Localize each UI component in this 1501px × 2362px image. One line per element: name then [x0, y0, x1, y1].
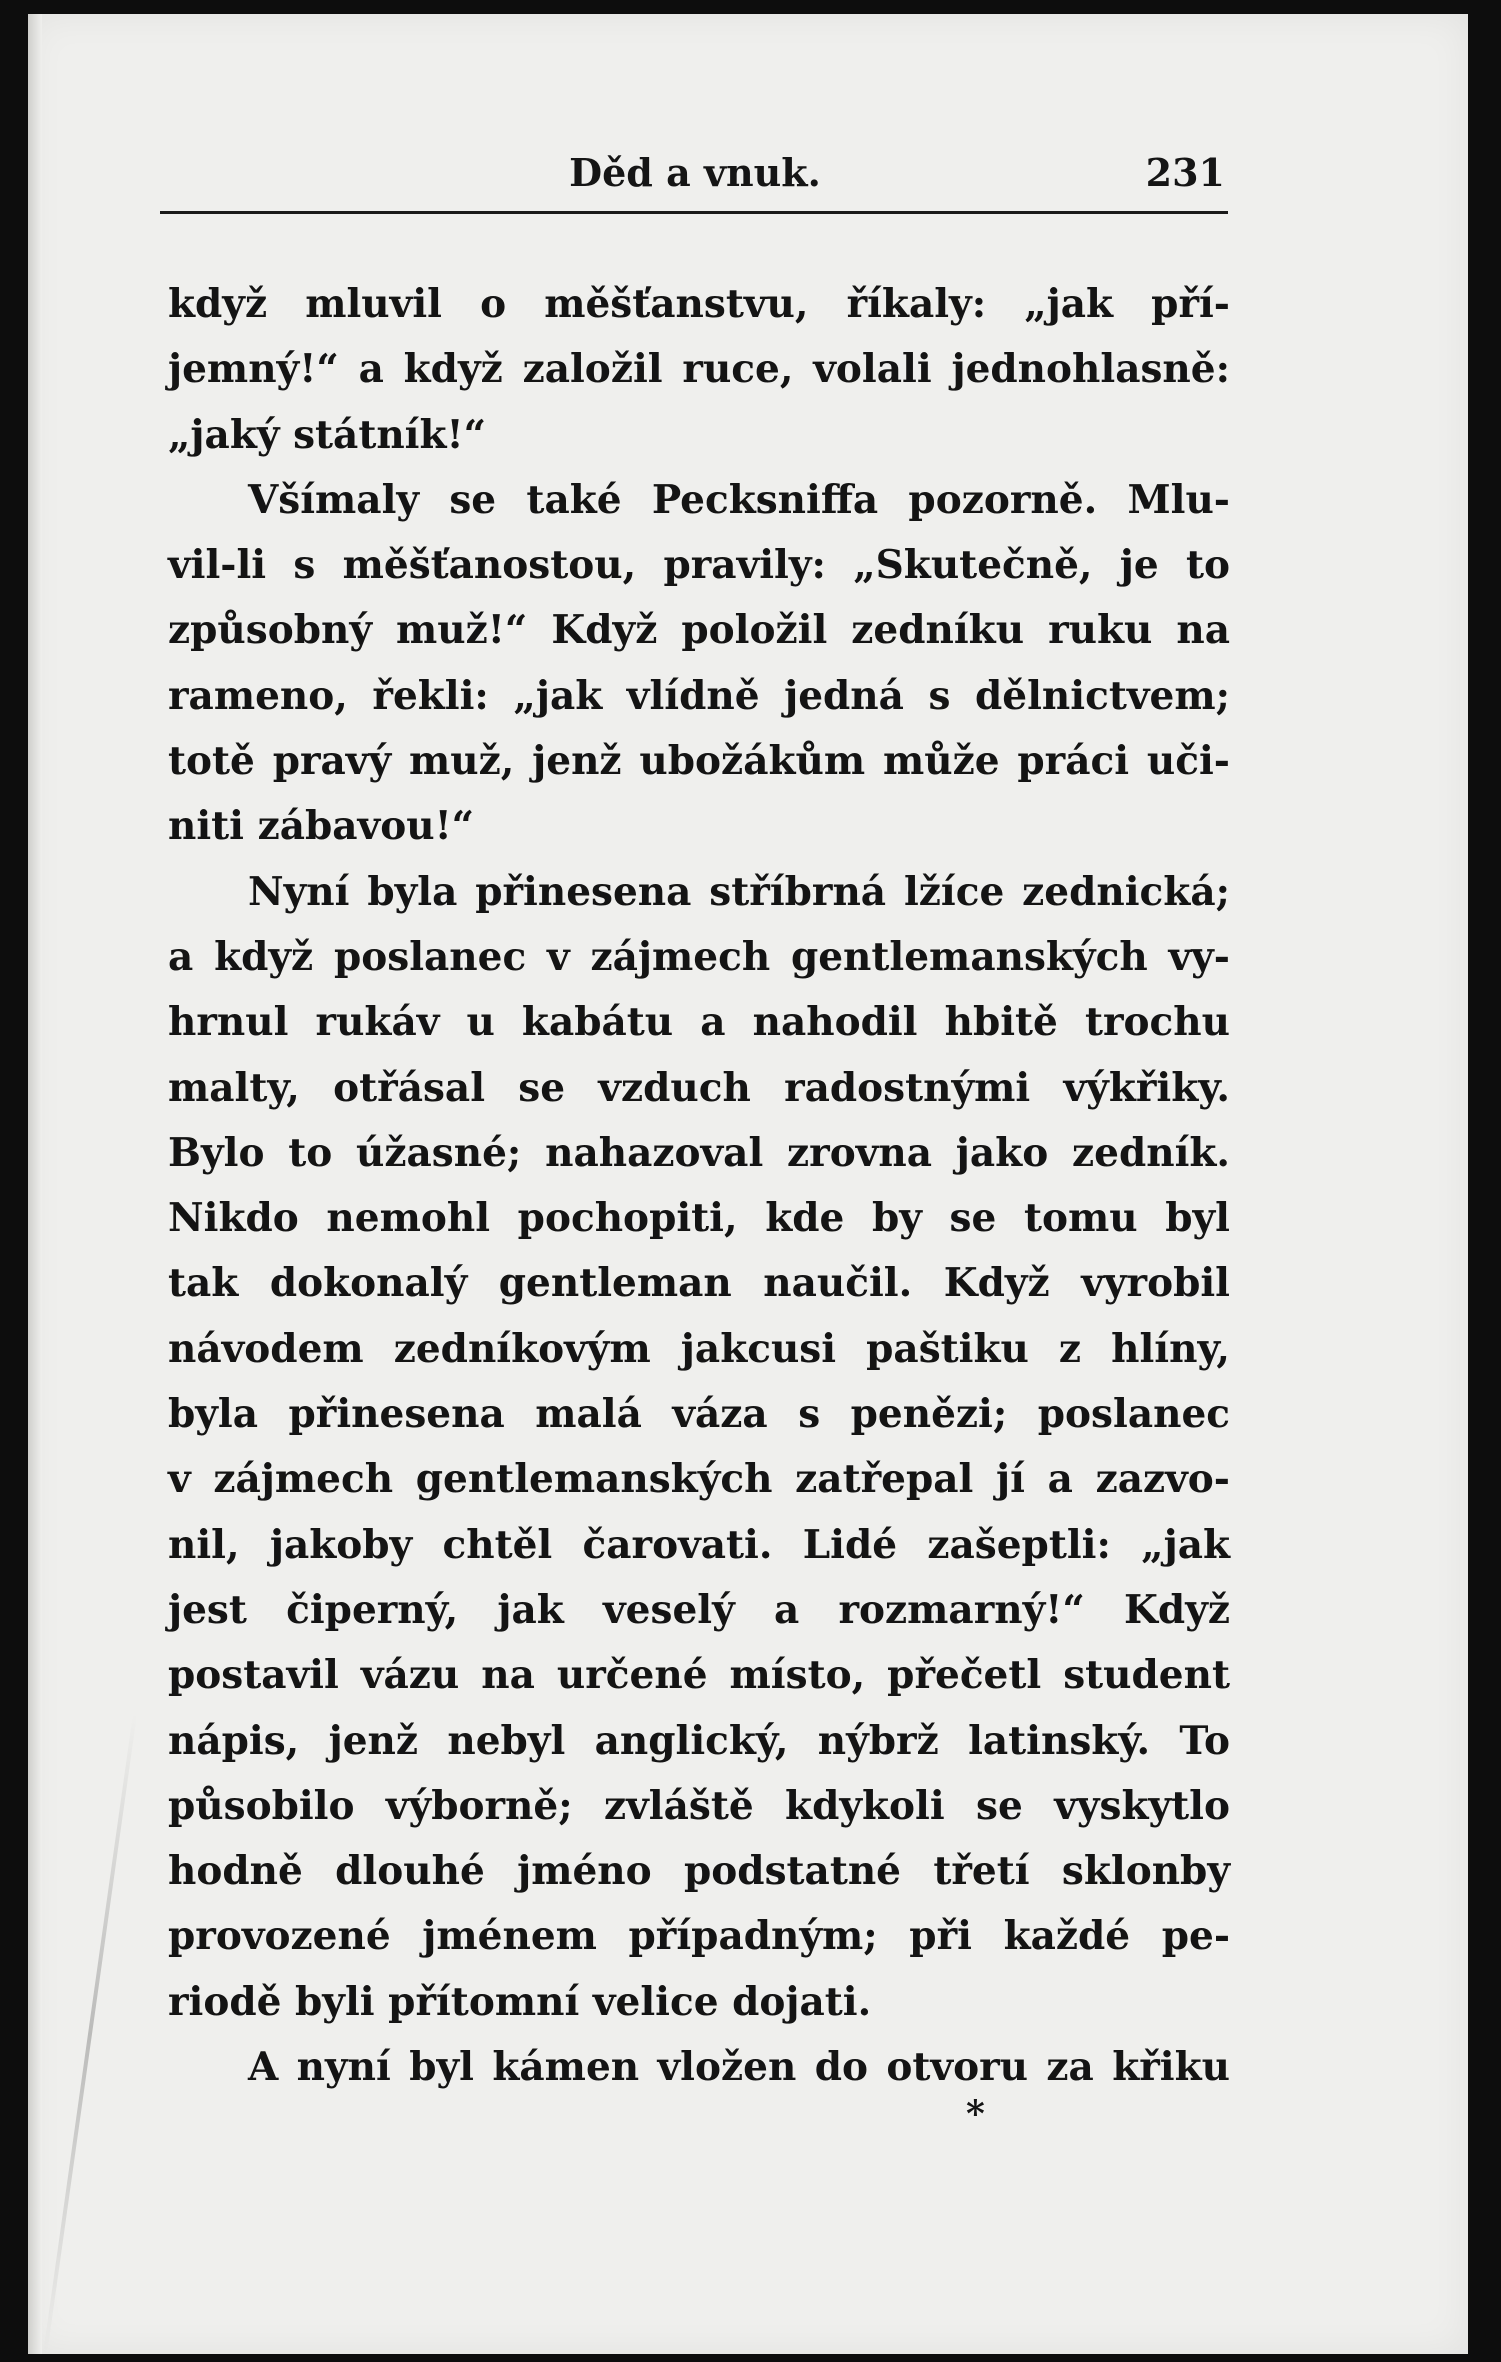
text-line: a když poslanec v zájmech gentlemanských vy-	[168, 933, 1230, 980]
text-line: A nyní byl kámen vložen do otvoru za křiku	[248, 2044, 1230, 2091]
text-line: vil-li s měšťanostou, pravily: „Skutečně, je to	[168, 542, 1230, 589]
text-line: jest čiperný, jak veselý a rozmarný!“ Když	[168, 1586, 1230, 1633]
text-line: když mluvil o měšťanstvu, říkaly: „jak pří-	[168, 281, 1230, 327]
signature-mark: *	[966, 2093, 985, 2135]
text-line: postavil vázu na určené místo, přečetl student	[168, 1652, 1230, 1699]
text-line: tak dokonalý gentleman naučil. Když vyrobil	[168, 1260, 1230, 1307]
text-line: v zájmech gentlemanských zatřepal jí a zazvo-	[168, 1456, 1230, 1503]
text-line: Všímaly se také Pecksniffa pozorně. Mlu-	[248, 476, 1230, 523]
page-number: 231	[1145, 150, 1225, 195]
text-line: niti zábavou!“	[168, 803, 475, 850]
body-text	[168, 272, 1230, 2100]
text-line: nápis, jenž nebyl anglický, nýbrž latinský. To	[168, 1717, 1230, 1764]
text-line: Bylo to úžasné; nahazoval zrovna jako zedník.	[168, 1129, 1230, 1176]
text-line: totě pravý muž, jenž ubožákům může práci uči-	[168, 738, 1230, 785]
text-line: způsobný muž!“ Když položil zedníku ruku na	[168, 607, 1230, 654]
header-rule	[160, 211, 1228, 214]
text-line: provozené jménem případným; při každé pe-	[168, 1913, 1230, 1960]
text-line: Nikdo nemohl pochopiti, kde by se tomu byl	[168, 1195, 1230, 1242]
paper-crease	[43, 1714, 137, 2354]
text-line: působilo výborně; zvláště kdykoli se vyskytlo	[168, 1782, 1230, 1829]
running-header	[165, 150, 1225, 200]
spine-shadow	[28, 14, 42, 2354]
text-line: hrnul rukáv u kabátu a nahodil hbitě trochu	[168, 999, 1230, 1046]
text-line: „jaký státník!“	[168, 411, 487, 458]
text-line: návodem zedníkovým jakcusi paštiku z hlíny,	[168, 1325, 1230, 1372]
text-line: hodně dlouhé jméno podstatné třetí sklonby	[168, 1848, 1230, 1895]
text-line: jemný!“ a když založil ruce, volali jednohlasně:	[168, 346, 1230, 393]
text-line: riodě byli přítomní velice dojati.	[168, 1978, 872, 2025]
text-line: Nyní byla přinesena stříbrná lžíce zednická;	[248, 868, 1230, 915]
running-title: Děd a vnuk.	[569, 150, 821, 195]
text-line: rameno, řekli: „jak vlídně jedná s dělnictvem;	[168, 672, 1230, 719]
text-line: malty, otřásal se vzduch radostnými výkřiky.	[168, 1064, 1230, 1111]
text-line: byla přinesena malá váza s penězi; poslanec	[168, 1391, 1230, 1438]
text-line: nil, jakoby chtěl čarovati. Lidé zašeptli: „jak	[168, 1521, 1230, 1568]
